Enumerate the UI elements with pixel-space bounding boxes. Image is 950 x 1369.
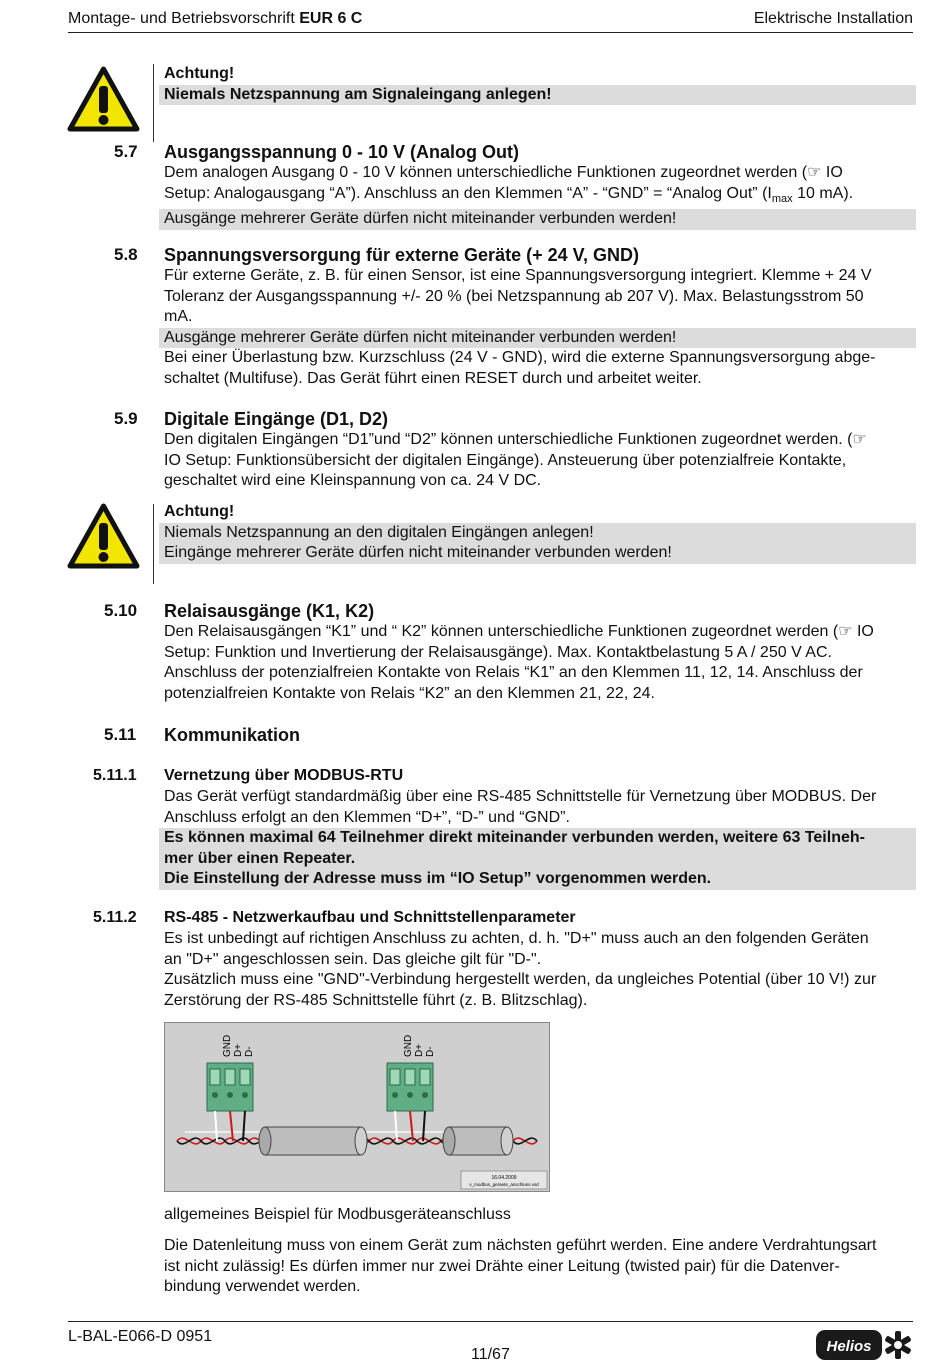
helios-logo (815, 1328, 913, 1364)
body-line: Toleranz der Ausgangsspannung +/- 20 % (bei Netzspannung ab 207 V). Max. Belastungsstrom 50 (164, 287, 864, 305)
body-line: Die Datenleitung muss von einem Gerät zum nächsten geführt werden. Eine andere Verdrahtungsart (164, 1237, 877, 1254)
page-header (68, 10, 913, 33)
warning-bar (153, 504, 154, 584)
body-line: ist nicht zulässig! Es dürfen immer nur zwei Drähte einer Leitung (twisted pair) für die Datenver- (164, 1257, 840, 1275)
header-title: Montage- und Betriebsvorschrift EUR 6 C (68, 10, 363, 27)
cable-segment (259, 1127, 367, 1155)
body-line: Das Gerät verfügt standardmäßig über eine RS-485 Schnittstelle für Vernetzung über MODBUS. Der (164, 788, 877, 805)
body-line: Setup: Analogausgang “A”). Anschluss an den Klemmen “A” - “GND” = “Analog Out” ($I_{max}$ 10 mA). (164, 184, 854, 205)
warning-text: Niemals Netzspannung an den digitalen Eingängen anlegen! (159, 523, 916, 544)
highlight-note: Die Einstellung der Adresse muss im “IO Setup” vorgenommen werden. (159, 869, 916, 890)
terminal-label: D+ (233, 1043, 244, 1057)
warning-bar (153, 64, 154, 142)
section-number: 5.11.1 (93, 767, 137, 784)
warning-title: Achtung! (164, 503, 235, 520)
terminal-label: D- (425, 1046, 436, 1057)
section-body-5-8 (164, 266, 916, 389)
logo-text: Helios (826, 1338, 872, 1355)
section-number: 5.11 (104, 725, 137, 744)
warning-text: Eingänge mehrerer Geräte dürfen nicht miteinander verbunden werden! (159, 543, 916, 564)
header-section: Elektrische Installation (753, 10, 913, 27)
document-code: L-BAL-E066-D 0951 (68, 1328, 213, 1345)
terminal-label: GND (403, 1034, 414, 1057)
section-title: Digitale Eingänge (D1, D2) (164, 409, 389, 429)
body-line: bindung verwendet werden. (164, 1278, 361, 1295)
section-body-5-11-2 (164, 929, 916, 1011)
section-body-5-7 (164, 163, 916, 230)
page-footer (68, 1321, 913, 1366)
diagram-stamp-file: v_modbus_geraete_anschluss.vsd (469, 1182, 539, 1187)
closing-paragraph (164, 1236, 916, 1298)
figure-caption: allgemeines Beispiel für Modbusgeräteanschluss (164, 1206, 511, 1223)
section-body-5-9 (164, 430, 916, 492)
section-number: 5.8 (114, 245, 138, 264)
terminal-label: D+ (414, 1043, 425, 1057)
body-line: an "D+" angeschlossen sein. Das gleiche gilt für "D-". (164, 950, 542, 968)
section-number: 5.9 (114, 409, 138, 428)
warning-text: Niemals Netzspannung am Signaleingang anlegen! (159, 85, 916, 106)
body-line: mA. (164, 308, 193, 325)
section-body-5-10 (164, 622, 916, 704)
warning-title: Achtung! (164, 65, 235, 82)
warning-box-signal (164, 64, 916, 105)
body-line: Setup: Funktion und Invertierung der Relaisausgänge). Max. Kontaktbelastung 5 A / 250 V AC. (164, 643, 832, 661)
body-line: Für externe Geräte, z. B. für einen Sensor, ist eine Spannungsversorgung integriert. Klemme + 24 V (164, 267, 872, 284)
section-number: 5.10 (104, 601, 138, 620)
body-line: Bei einer Überlastung bzw. Kurzschluss (24 V - GND), wird die externe Spannungsversorgung abge- (164, 349, 876, 366)
section-title: Vernetzung über MODBUS-RTU (164, 767, 404, 784)
warning-icon (67, 66, 140, 132)
body-line: potenzialfreien Kontakte von Relais “K2” an den Klemmen 21, 22, 24. (164, 684, 655, 702)
body-line: Es ist unbedingt auf richtigen Anschluss zu achten, d. h. "D+" muss auch an den folgenden Geräten (164, 930, 869, 947)
cable-segment (443, 1127, 513, 1155)
warning-icon (67, 503, 140, 569)
section-title: Relaisausgänge (K1, K2) (164, 601, 375, 621)
body-line: Anschluss der potenzialfreien Kontakte von Relais “K1” an den Klemmen 11, 12, 14. Anschluss der (164, 664, 863, 681)
body-line: Den Relaisausgängen “K1” und “ K2” können unterschiedliche Funktionen zugeordnet werden (☞ IO (164, 623, 874, 640)
section-title: Spannungsversorgung für externe Geräte (+ 24 V, GND) (164, 245, 639, 265)
page-number: 11/67 (471, 1346, 510, 1363)
body-line: Zerstörung der RS-485 Schnittstelle führt (z. B. Blitzschlag). (164, 991, 588, 1009)
body-line: schaltet (Multifuse). Das Gerät führt einen RESET durch und arbeitet weiter. (164, 369, 702, 387)
body-line: Anschluss erfolgt an den Klemmen “D+”, “D-” und “GND”. (164, 808, 570, 826)
highlight-note: mer über einen Repeater. (159, 849, 916, 870)
body-line: Dem analogen Ausgang 0 - 10 V können unterschiedliche Funktionen zugeordnet werden (☞ IO (164, 164, 843, 181)
section-title: Kommunikation (164, 725, 301, 745)
diagram-stamp-date: 16.04.2009 (491, 1175, 517, 1181)
body-line: IO Setup: Funktionsübersicht der digitalen Eingänge). Ansteuerung über potenzialfreie Kontakte, (164, 451, 847, 469)
section-number: 5.7 (114, 142, 138, 161)
terminal-block (207, 1063, 253, 1141)
body-line: Zusätzlich muss eine "GND"-Verbindung hergestellt werden, da ungleiches Potential (über 10 V!) zur (164, 971, 877, 988)
highlight-note: Ausgänge mehrerer Geräte dürfen nicht miteinander verbunden werden! (159, 328, 916, 349)
terminal-block (387, 1063, 433, 1141)
section-body-5-11-1 (164, 787, 916, 890)
section-title: Ausgangsspannung 0 - 10 V (Analog Out) (164, 142, 520, 162)
body-line: Den digitalen Eingängen “D1”und “D2” können unterschiedliche Funktionen zugeordnet werden. (☞ (164, 431, 867, 448)
terminal-label: GND (222, 1034, 233, 1057)
section-number: 5.11.2 (93, 909, 137, 926)
warning-box-digital (164, 502, 916, 564)
terminal-label: D- (244, 1046, 255, 1057)
body-line: geschaltet wird eine Kleinspannung von ca. 24 V DC. (164, 472, 542, 489)
highlight-note: Ausgänge mehrerer Geräte dürfen nicht miteinander verbunden werden! (159, 209, 916, 230)
section-title: RS-485 - Netzwerkaufbau und Schnittstellenparameter (164, 909, 576, 926)
modbus-wiring-diagram (164, 1022, 550, 1192)
highlight-note: Es können maximal 64 Teilnehmer direkt miteinander verbunden werden, weitere 63 Teilneh- (159, 828, 916, 849)
